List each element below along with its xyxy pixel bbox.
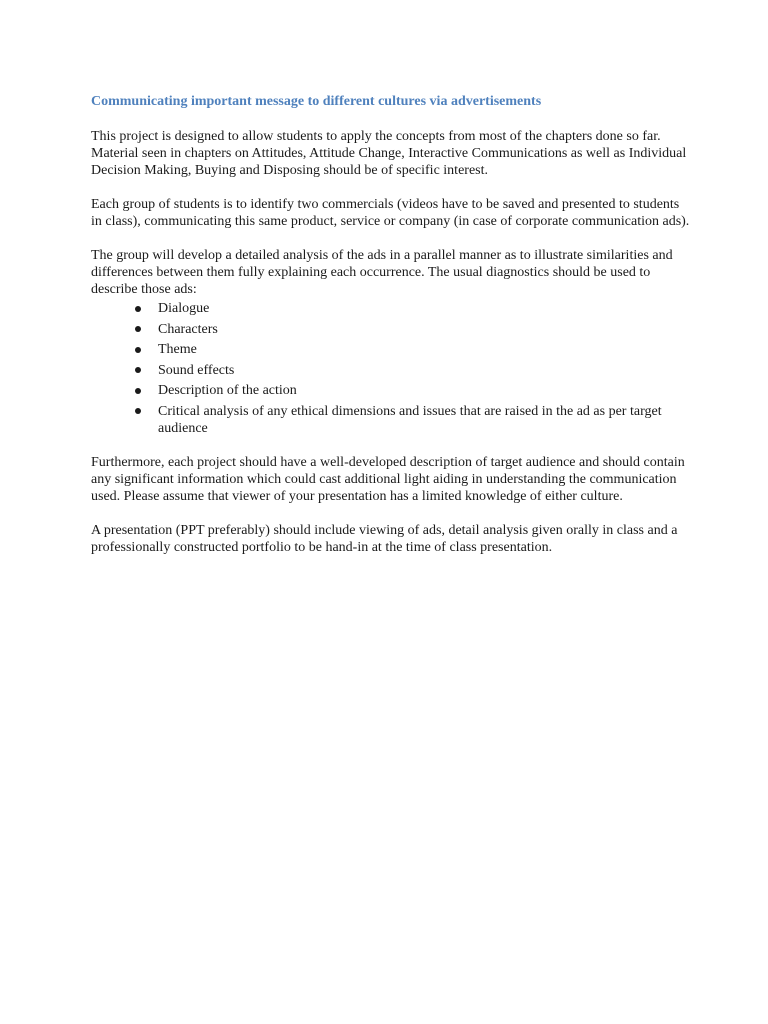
diagnostics-list: [91, 300, 691, 437]
document-page: [91, 93, 691, 573]
list-item-text: Critical analysis of any ethical dimensions and issues that are raised in the ad as per target audience: [158, 403, 662, 436]
bullet-icon: [135, 388, 141, 394]
list-item: [158, 362, 691, 379]
list-item: [158, 382, 691, 399]
list-item: [158, 321, 691, 338]
list-item-text: Description of the action: [158, 383, 297, 398]
paragraph-intro: This project is designed to allow students to apply the concepts from most of the chapters done so far. Material seen in chapters on Attitudes, Attitude Change, Interactive Communications as well as Individual Decision Making, Buying and Disposing should be of specific interest.: [91, 129, 687, 178]
list-item: [158, 341, 691, 358]
list-item-text: Dialogue: [158, 301, 210, 316]
bullet-icon: [135, 347, 141, 353]
list-item-text: Theme: [158, 342, 197, 357]
list-item-text: Characters: [158, 321, 218, 337]
bullet-icon: [135, 326, 141, 332]
paragraph-target-audience: Furthermore, each project should have a well-developed description of target audience and should contain any significant information which could cast additional light aiding in understanding the communication used. Please assume that viewer of your presentation has a limited knowledge of either culture.: [91, 454, 685, 504]
bullet-icon: [135, 367, 141, 373]
bullet-icon: [135, 306, 141, 312]
list-item: [158, 300, 691, 317]
list-item: [158, 403, 691, 437]
paragraph-group-task: Each group of students is to identify two commercials (videos have to be saved and presented to students in class), communicating this same product, service or company (in case of corporate communication ads).: [91, 197, 690, 229]
paragraph-presentation: A presentation (PPT preferably) should include viewing of ads, detail analysis given orally in class and a professionally constructed portfolio to be hand-in at the time of class presentation.: [91, 522, 678, 555]
paragraph-analysis: The group will develop a detailed analysis of the ads in a parallel manner as to illustrate similarities and differences between them fully explaining each occurrence. The usual diagnostics should be used to describe those ads:: [91, 248, 673, 297]
document-title: Communicating important message to different cultures via advertisements: [91, 94, 542, 109]
bullet-icon: [135, 408, 141, 414]
list-item-text: Sound effects: [158, 362, 235, 378]
